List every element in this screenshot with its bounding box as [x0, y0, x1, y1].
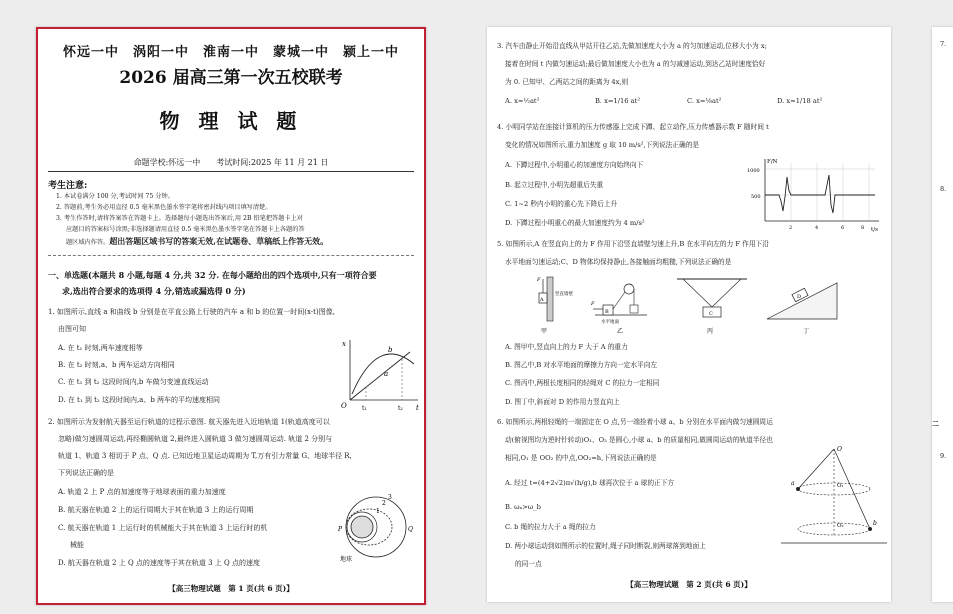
question-7-number: 7.	[940, 40, 947, 48]
question-5-stem-1: 5. 如图所示,A 在竖直向上的力 F 作用下沿竖直墙壁匀速上升,B 在水平向左的力 F 作用下沿	[497, 240, 769, 248]
note-2: 2. 答题前,考生务必用直径 0.5 毫米黑色墨水签字笔将密封线内项目填写清楚。	[56, 204, 272, 211]
q4-option-a: A. 下蹲过程中,小明重心的加速度方向始终向下	[505, 161, 644, 169]
q2-option-d: D. 航天器在轨道 2 上 Q 点的速度等于其在轨道 3 上 Q 点的速度	[58, 559, 260, 567]
q5-four-figures	[517, 271, 847, 339]
q5-option-d: D. 图丁中,斜面对 D 的作用力竖直向上	[505, 398, 620, 406]
q2-option-c-cont: 械能	[70, 541, 84, 549]
q6-option-d-cont: 的同一点	[515, 560, 542, 568]
q6-option-b: B. ωₐ>ω_b	[505, 503, 541, 511]
tick-6: 6	[841, 225, 845, 231]
q6-option-d: D. 两小球运动到如图所示的位置时,绳子同时断裂,则两球落到地面上	[505, 542, 706, 550]
fig-ding-caption: 丁	[803, 328, 810, 335]
ball-b-label: b	[873, 520, 877, 527]
fig-ding-d: D	[797, 294, 802, 300]
q4-option-d: D. 下蹲过程小明重心的最大加速度约为 4 m/s²	[505, 219, 645, 227]
q6-option-c: C. b 绳的拉力大于 a 绳的拉力	[505, 523, 596, 531]
section-1-header-cont: 求,选出符合要求的选项得 4 分,错选或漏选得 0 分)	[62, 286, 246, 296]
question-2-stem-1: 2. 如图所示为发射航天器至运行轨道的过程示意图. 航天器先进入近地轨道 1(轨道高度可以	[48, 418, 330, 426]
fig-bing-caption: 丙	[707, 328, 714, 335]
question-6-stem-1: 6. 如图所示,两根轻绳的一端固定在 O 点,另一端拴着小球 a、b 分别在水平面内做匀速圆周运	[497, 418, 773, 426]
note-last-plain: 题区域内作答。	[66, 239, 110, 246]
q5-option-a: A. 图甲中,竖直向上的力 F 大于 A 的重力	[505, 343, 628, 351]
q4-option-c: C. 1~2 秒内小明的重心先下降后上升	[505, 200, 618, 208]
question-4-stem-2: 变化的情况如图所示,重力加速度 g 取 10 m/s²,下列说法正确的是	[505, 141, 700, 149]
ball-a-label: a	[791, 480, 795, 487]
q3-option-c: C. x=⅛at²	[687, 97, 722, 105]
exam-title: 2026 届高三第一次五校联考	[119, 68, 343, 88]
fig-jia-wall: 竖直墙壁	[555, 292, 573, 297]
fig-yi-caption: 乙	[617, 328, 624, 335]
orbit-2-label: 2	[382, 500, 386, 507]
divider	[48, 255, 414, 256]
point-o-label: O	[837, 446, 842, 453]
q3-option-d: D. x=1/18 at²	[777, 97, 823, 105]
q2-option-c: C. 航天器在轨道 1 上运行时的机械能大于其在轨道 3 上运行时的机	[58, 524, 268, 532]
exam-page-2	[487, 27, 891, 602]
point-p-label: P	[338, 526, 343, 533]
tick-1000: 1000	[747, 168, 760, 174]
subject-title: 物 理 试 题	[159, 109, 303, 133]
tick-8: 8	[861, 225, 865, 231]
page-1-footer: 【高三物理试题 第 1 页(共 6 页)】	[168, 584, 294, 593]
fig-yi-b: B	[605, 309, 609, 315]
graph-t1-label: t₁	[362, 405, 367, 412]
q6-conical-pendulum-figure	[781, 443, 887, 549]
earth-label: 地球	[340, 556, 353, 563]
point-q-label: Q	[408, 526, 413, 533]
q3-option-a: A. x=½at²	[505, 97, 540, 105]
orbit-3-label: 3	[388, 494, 392, 501]
q4-option-b: B. 起立过程中,小明先超重后失重	[505, 181, 604, 189]
note-last	[66, 236, 328, 247]
tick-2: 2	[789, 225, 793, 231]
graph-t2-label: t₂	[398, 405, 403, 412]
question-4-stem-1: 4. 小明同学站在连接计算机的压力传感器上完成下蹲、起立动作,压力传感器示数 F 随时间 t	[497, 123, 769, 131]
exam-meta: 命题学校:怀远一中 考试时间:2025 年 11 月 21 日	[133, 158, 329, 167]
graph-b-label: b	[388, 346, 393, 354]
question-3-stem-3: 为 0. 已知甲、乙两站之间的距离为 4x,则	[505, 78, 629, 86]
q5-option-c: C. 图丙中,两根长度相同的轻绳对 C 的拉力一定相同	[505, 379, 660, 387]
q1-option-a: A. 在 t₁ 时刻,两车速度相等	[58, 344, 143, 352]
question-1-stem: 1. 如图所示,直线 a 和曲线 b 分别是在平直公路上行驶的汽车 a 和 b 的位置一时间(x-t)图像,	[48, 308, 335, 316]
graph-t-label: t	[416, 404, 419, 412]
section-2-marker: 二	[932, 419, 939, 428]
fig-yi-ground: 水平地面	[601, 320, 619, 325]
question-1-stem-cont: 由图可知	[58, 325, 86, 333]
question-9-number: 9.	[940, 452, 947, 460]
question-2-stem-2: 忽略)做匀速圆周运动,再经椭圆轨道 2,最终进入圆轨道 3 做匀速圆周运动. 轨道 2 分别与	[58, 435, 333, 443]
tick-4: 4	[815, 225, 819, 231]
q4-force-time-graph	[745, 155, 885, 233]
divider	[48, 171, 414, 172]
question-6-stem-2: 动(俯视图均为逆时针转动)O₁、O₂ 是圆心,小球 a、b 的质量相同,做圆周运动的轨道半径也	[505, 436, 773, 444]
q3-option-b: B. x=1/16 at²	[595, 97, 641, 105]
orbit-1-label: 1	[376, 508, 380, 515]
fig-jia-a: A	[540, 297, 544, 303]
tick-500: 500	[751, 194, 761, 200]
q2-option-b: B. 航天器在轨道 2 上的运行周期大于其在轨道 3 上的运行周期	[58, 506, 254, 514]
question-8-number: 8.	[940, 185, 947, 193]
question-5-stem-2: 水平地面匀速运动;C、D 物体均保持静止,各接触面均粗糙,下列说法正确的是	[505, 258, 732, 266]
graph-origin: O	[341, 402, 347, 410]
question-3-stem-2: 接着在时间 t 内做匀速运动;最后做加速度大小也为 a 的匀减速运动,到达乙站时速度恰好	[505, 60, 766, 68]
exam-page-3-partial	[932, 27, 953, 602]
question-2-stem-3: 轨道 1、轨道 3 相切于 P 点、Q 点. 已知近地卫星运动周期为 T,万有引力常量 G、地球半径 R,	[58, 452, 352, 460]
q2-orbit-figure	[336, 491, 422, 565]
q6-option-a: A. 经过 t=(4+2√2)π√(h/g),b 球再次位于 a 球的正下方	[505, 479, 675, 487]
note-3-cont: 应题目的答案标号涂黑;非选择题请用直径 0.5 毫米黑色墨水签字笔在答题卡上各题的答	[66, 226, 305, 233]
exam-page-1	[36, 27, 426, 605]
notes-heading: 考生注意:	[48, 181, 88, 191]
fig-yi-f: F	[591, 301, 595, 307]
point-o2-label: O₂	[837, 523, 844, 529]
force-axis-label: F/N	[767, 159, 778, 165]
section-1-header: 一、单选题(本题共 8 小题,每题 4 分,共 32 分. 在每小题给出的四个选项中,只有一项符合要	[48, 270, 377, 280]
graph-a-label: a	[384, 370, 389, 378]
question-3-stem-1: 3. 汽车由静止开始沿直线从甲站开往乙站,先做加速度大小为 a 的匀加速运动,位移大小为 x;	[497, 42, 767, 50]
q1-option-b: B. 在 t₂ 时刻,a、b 两车运动方向相同	[58, 361, 175, 369]
note-last-bold: 超出答题区域书写的答案无效,在试题卷、草稿纸上作答无效。	[109, 236, 329, 246]
q1-option-c: C. 在 t₁ 到 t₂ 这段时间内,b 车做匀变速直线运动	[58, 378, 209, 386]
q1-option-d: D. 在 t₁ 到 t₂ 这段时间内,a、b 两车的平均速度相同	[58, 396, 221, 404]
fig-jia-f: F	[537, 277, 541, 283]
page-2-footer: 【高三物理试题 第 2 页(共 6 页)】	[626, 580, 752, 589]
question-2-stem-4: 下列说法正确的是	[58, 469, 114, 477]
point-o1-label: O₁	[837, 483, 844, 489]
time-axis-label: t/s	[871, 227, 878, 233]
q5-option-b: B. 图乙中,B 对水平地面的摩擦力方向一定水平向左	[505, 361, 658, 369]
note-3: 3. 考生作答时,请将答案答在答题卡上。选择题每小题选出答案后,用 2B 铅笔把答题卡上对	[56, 215, 303, 222]
fig-jia-caption: 甲	[541, 328, 548, 335]
q2-option-a: A. 轨道 2 上 P 点的加速度等于地球表面的重力加速度	[58, 488, 226, 496]
question-6-stem-3: 相同,O₁ 是 OO₂ 的中点,OO₂=h,下列说法正确的是	[505, 454, 657, 462]
q1-xt-graph	[338, 334, 423, 414]
graph-x-label: x	[342, 340, 346, 348]
school-list: 怀远一中 涡阳一中 淮南一中 蒙城一中 颍上一中	[62, 45, 399, 60]
note-1: 1. 本试卷满分 100 分,考试时间 75 分钟。	[56, 193, 174, 200]
fig-bing-c: C	[709, 311, 713, 317]
